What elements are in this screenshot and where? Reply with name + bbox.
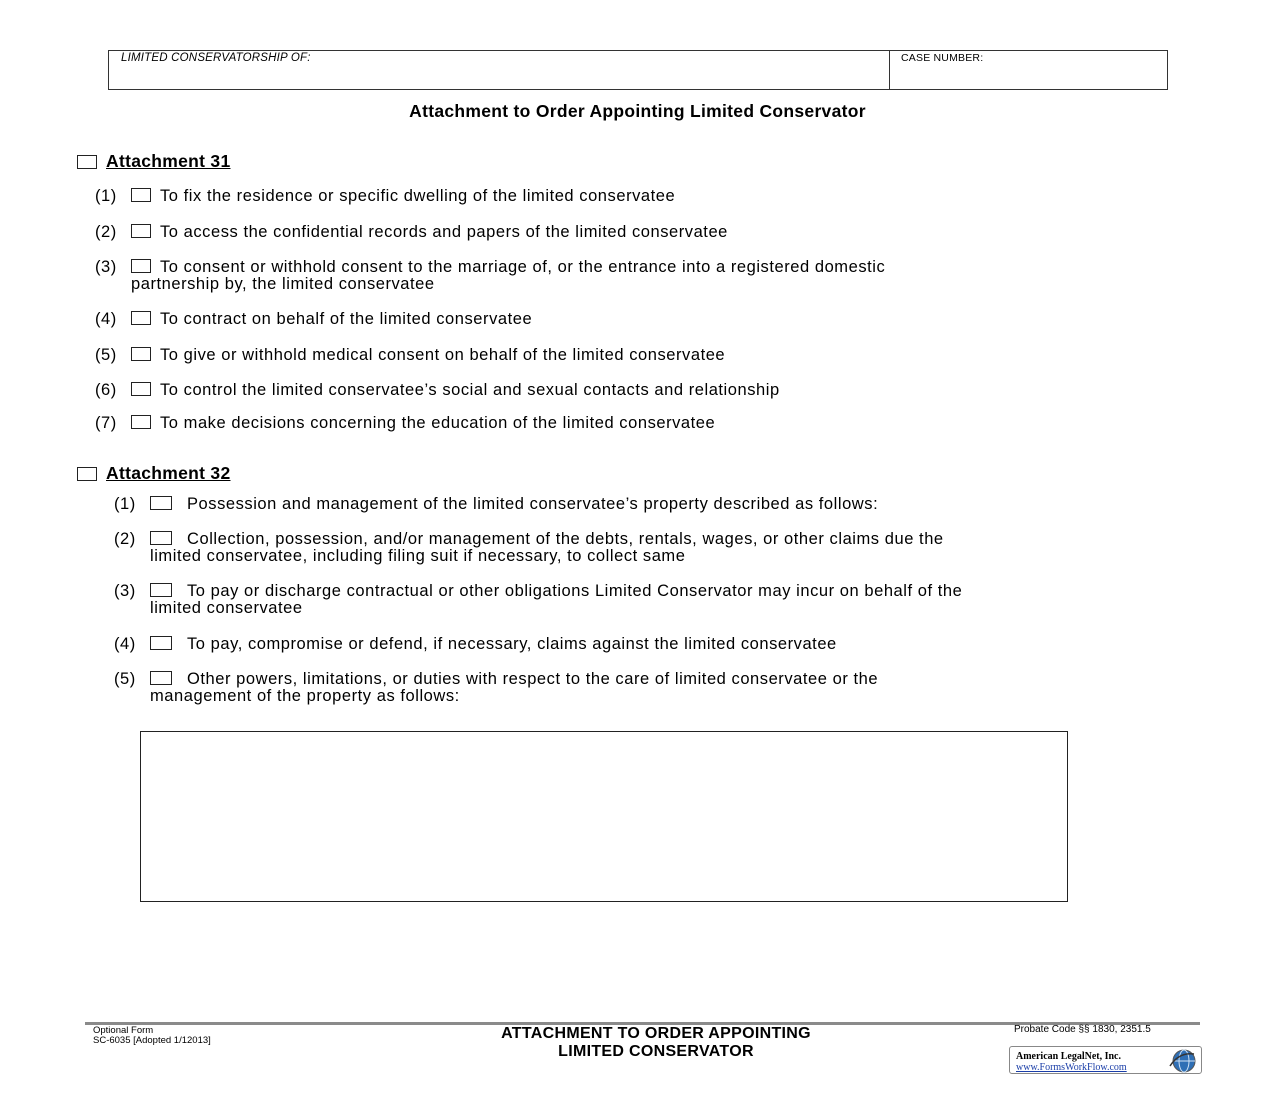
item-text: To contract on behalf of the limited conservatee xyxy=(160,310,533,328)
item-checkbox[interactable] xyxy=(150,636,172,650)
item-number: (4) xyxy=(114,635,136,653)
item-number: (5) xyxy=(114,670,136,688)
item-number: (3) xyxy=(95,258,117,276)
footer-form-info xyxy=(93,1026,211,1046)
logo-company: American LegalNet, Inc. xyxy=(1016,1051,1121,1062)
item-checkbox[interactable] xyxy=(150,583,172,597)
item-text: To fix the residence or specific dwelling of the limited conservatee xyxy=(160,187,676,205)
item-checkbox[interactable] xyxy=(131,415,151,429)
item-text-continued: limited conservatee xyxy=(150,599,303,617)
item-text-continued: partnership by, the limited conservatee xyxy=(131,275,435,293)
attachment-31-checkbox[interactable] xyxy=(77,155,97,169)
footer-title-line1: ATTACHMENT TO ORDER APPOINTING xyxy=(501,1025,811,1042)
list-item xyxy=(114,671,878,705)
item-text: Other powers, limitations, or duties with respect to the care of limited conservatee or the xyxy=(187,670,879,688)
list-item xyxy=(95,224,728,241)
item-checkbox[interactable] xyxy=(131,188,151,202)
footer-title xyxy=(400,1025,912,1061)
item-text: Possession and management of the limited conservatee’s property described as follows: xyxy=(187,495,879,513)
footer-title-line2: LIMITED CONSERVATOR xyxy=(558,1043,754,1060)
item-checkbox[interactable] xyxy=(150,531,172,545)
item-number: (1) xyxy=(95,187,117,205)
other-powers-text-area[interactable] xyxy=(140,731,1068,902)
list-item xyxy=(95,311,532,328)
item-checkbox[interactable] xyxy=(131,347,151,361)
item-checkbox[interactable] xyxy=(150,496,172,510)
conservatorship-of-field[interactable] xyxy=(109,51,890,89)
item-text: To make decisions concerning the education of the limited conservatee xyxy=(160,414,716,432)
probate-code-reference: Probate Code §§ 1830, 2351.5 xyxy=(1014,1024,1151,1035)
list-item xyxy=(95,415,715,432)
form-title: Attachment to Order Appointing Limited Conservator xyxy=(409,101,866,121)
form-id-label: SC-6035 [Adopted 1/12013] xyxy=(93,1035,211,1046)
item-text: To control the limited conservatee’s social and sexual contacts and relationship xyxy=(160,381,780,399)
list-item xyxy=(95,347,725,364)
legalnet-logo[interactable] xyxy=(1009,1046,1202,1074)
optional-form-label: Optional Form xyxy=(93,1025,154,1036)
item-checkbox[interactable] xyxy=(131,382,151,396)
list-item xyxy=(95,188,675,205)
item-number: (4) xyxy=(95,310,117,328)
item-text: To consent or withhold consent to the marriage of, or the entrance into a registered domestic xyxy=(160,258,886,276)
item-checkbox[interactable] xyxy=(131,311,151,325)
list-item xyxy=(95,259,885,293)
case-number-label: CASE NUMBER: xyxy=(901,52,984,64)
list-item xyxy=(114,583,962,617)
attachment-31-title: Attachment 31 xyxy=(106,151,231,171)
item-checkbox[interactable] xyxy=(150,671,172,685)
attachment-31-header xyxy=(77,151,231,172)
item-text: To pay, compromise or defend, if necessary, claims against the limited conservatee xyxy=(187,635,837,653)
item-checkbox[interactable] xyxy=(131,224,151,238)
item-number: (1) xyxy=(114,495,136,513)
case-number-field[interactable] xyxy=(890,51,1167,89)
item-number: (5) xyxy=(95,346,117,364)
logo-url-link[interactable]: www.FormsWorkFlow.com xyxy=(1016,1062,1127,1073)
list-item xyxy=(114,636,837,653)
item-text: Collection, possession, and/or management of the debts, rentals, wages, or other claims due the xyxy=(187,530,944,548)
attachment-32-title: Attachment 32 xyxy=(106,463,231,483)
list-item xyxy=(95,382,780,399)
globe-icon xyxy=(1167,1048,1197,1074)
caption-header xyxy=(108,50,1168,90)
item-checkbox[interactable] xyxy=(131,259,151,273)
item-text: To give or withhold medical consent on behalf of the limited conservatee xyxy=(160,346,726,364)
list-item xyxy=(114,496,878,513)
item-number: (6) xyxy=(95,381,117,399)
conservatorship-of-label: LIMITED CONSERVATORSHIP OF: xyxy=(121,52,311,64)
attachment-32-header xyxy=(77,463,231,484)
attachment-32-checkbox[interactable] xyxy=(77,467,97,481)
item-number: (3) xyxy=(114,582,136,600)
list-item xyxy=(114,531,944,565)
item-text: To access the confidential records and papers of the limited conservatee xyxy=(160,223,728,241)
item-number: (7) xyxy=(95,414,117,432)
item-number: (2) xyxy=(95,223,117,241)
item-text-continued: limited conservatee, including filing suit if necessary, to collect same xyxy=(150,547,686,565)
item-text: To pay or discharge contractual or other obligations Limited Conservator may incur on behalf of the xyxy=(187,582,963,600)
item-text-continued: management of the property as follows: xyxy=(150,687,460,705)
item-number: (2) xyxy=(114,530,136,548)
